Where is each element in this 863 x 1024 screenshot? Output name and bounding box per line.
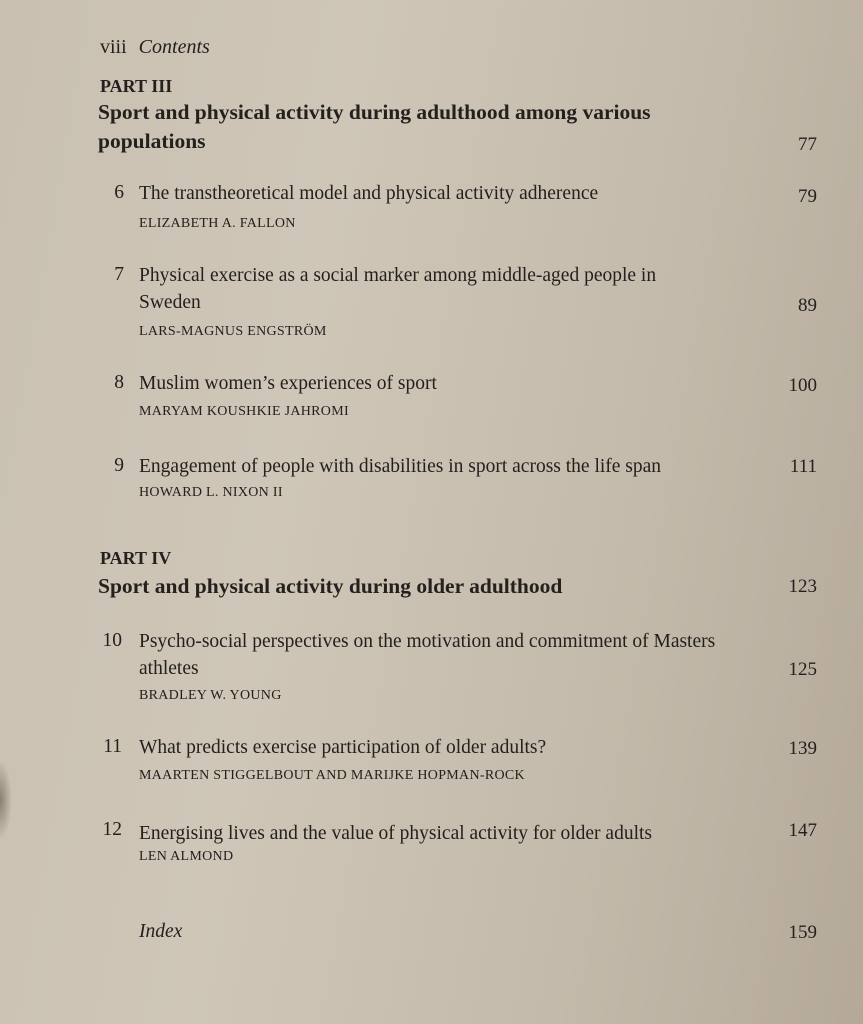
chapter-number: 11 xyxy=(103,736,122,757)
chapter-author: BRADLEY W. YOUNG xyxy=(139,688,282,703)
chapter-number: 6 xyxy=(114,182,124,203)
index-page: 159 xyxy=(788,922,817,943)
chapter-author: MAARTEN STIGGELBOUT AND MARIJKE HOPMAN-ROCK xyxy=(139,768,525,783)
chapter-page: 125 xyxy=(788,659,817,680)
chapter-page: 111 xyxy=(789,456,817,477)
chapter-title[interactable]: Energising lives and the value of physical activity for older adults xyxy=(139,823,653,844)
chapter-number: 8 xyxy=(114,372,124,393)
part-title: Sport and physical activity during older adulthood xyxy=(98,574,563,598)
chapter-author: MARYAM KOUSHKIE JAHROMI xyxy=(139,404,349,419)
part-page: 77 xyxy=(798,134,817,155)
page-edge-shadow xyxy=(0,760,12,840)
chapter-author: ELIZABETH A. FALLON xyxy=(139,216,296,231)
chapter-page: 79 xyxy=(798,186,817,207)
running-header xyxy=(100,36,210,59)
chapter-title[interactable]: What predicts exercise participation of older adults? xyxy=(139,737,547,758)
chapter-author: LARS-MAGNUS ENGSTRÖM xyxy=(139,324,327,339)
chapter-number: 10 xyxy=(102,630,122,651)
part-label: PART IV xyxy=(100,548,172,568)
chapter-number: 9 xyxy=(114,455,124,476)
index-label[interactable]: Index xyxy=(139,921,183,942)
chapter-title[interactable]: Muslim women’s experiences of sport xyxy=(139,373,437,394)
chapter-page: 100 xyxy=(788,375,817,396)
chapter-author: HOWARD L. NIXON II xyxy=(139,485,283,500)
chapter-title[interactable]: Engagement of people with disabilities in sport across the life span xyxy=(139,456,662,477)
part-title: Sport and physical activity during adulthood among various populations xyxy=(98,100,651,153)
chapter-page: 139 xyxy=(788,738,817,759)
part-page: 123 xyxy=(788,576,817,597)
chapter-page: 89 xyxy=(798,295,817,316)
chapter-page: 147 xyxy=(788,820,817,841)
part-label: PART III xyxy=(100,76,173,96)
chapter-author: LEN ALMOND xyxy=(139,849,234,864)
header-title: Contents xyxy=(138,36,210,58)
chapter-title[interactable]: The transtheoretical model and physical activity adherence xyxy=(139,183,599,204)
chapter-title[interactable]: Psycho-social perspectives on the motivation and commitment of Masters athletes xyxy=(139,631,716,679)
chapter-number: 7 xyxy=(114,264,124,285)
chapter-number: 12 xyxy=(102,819,122,840)
chapter-title[interactable]: Physical exercise as a social marker among middle-aged people in Sweden xyxy=(139,265,657,313)
header-page-number: viii xyxy=(100,36,127,58)
